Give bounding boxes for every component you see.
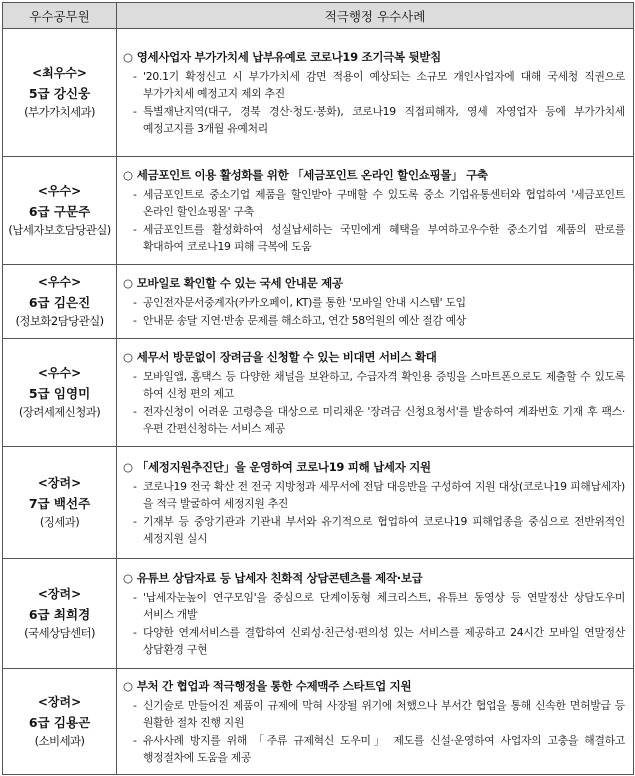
table-row [3, 447, 634, 559]
person-dept: (징세과) [39, 514, 80, 529]
person-cell [3, 339, 117, 447]
list-item: - 모바일앱, 홈택스 등 다양한 채널을 보완하고, 수급자격 확인용 증빙을 스마트폰으로도 제출할 수 있도록 하여 신청 편의 제고 [123, 368, 627, 403]
case-cell [117, 339, 634, 447]
list-item: - 유사사례 방지를 위해 「주류 규제혁신 도우미」 제도를 신설·운영하여 사업자의 고충을 해결하고 행정절차에 도움을 제공 [123, 732, 627, 767]
person-cell [3, 559, 117, 669]
person-name: 5급 임영미 [28, 386, 91, 401]
person-cell [3, 29, 117, 157]
list-item: - 특별재난지역(대구, 경북 경산·청도·봉화), 코로나19 직접피해자, 영세 자영업자 등에 부가가치세 예정고지를 3개월 유예처리 [123, 103, 627, 138]
case-title: ○ 세무서 방문없이 장려금을 신청할 수 있는 비대면 서비스 확대 [123, 349, 437, 364]
person-dept: (부가가치세과) [24, 104, 95, 119]
case-bullets [123, 697, 627, 766]
person-cell [3, 157, 117, 265]
award-grade: <장려> [37, 587, 82, 601]
header-row [3, 3, 634, 29]
award-grade: <우수> [37, 184, 82, 198]
case-bullets [123, 294, 627, 329]
circle-bullet-icon: ○ [123, 276, 133, 291]
list-item: - 다양한 연계서비스를 결합하여 신뢰성·친근성·편의성 있는 서비스를 제공하고 24시간 모바일 연말정산 상담환경 구현 [123, 624, 627, 659]
case-cell [117, 29, 634, 157]
person-dept: (납세자보호담당관실) [8, 222, 111, 237]
list-item: - 전자신청이 어려운 고령층을 대상으로 미리채운 '장려금 신청요청서'를 발송하여 계좌번호 기재 후 팩스·우편 간편신청하는 서비스 제공 [123, 403, 627, 438]
list-item: - 신기술로 만들어진 제품이 규제에 막혀 사장될 위기에 처했으나 부서간 협업을 통해 신속한 면허발급 등 원활한 절차 진행 지원 [123, 697, 627, 732]
award-grade: <우수> [37, 275, 82, 289]
header-case: 적극행정 우수사례 [117, 3, 634, 29]
person-name: 6급 김용곤 [28, 715, 91, 730]
award-grade: <장려> [37, 695, 82, 709]
case-cell [117, 265, 634, 339]
case-bullets [123, 368, 627, 437]
circle-bullet-icon: ○ [123, 570, 133, 585]
list-item: - '납세자눈높이 연구모임'을 중심으로 단계이동형 체크리스트, 유튜브 동영상 등 연말정산 상담도우미 서비스 개발 [123, 589, 627, 624]
person-dept: (장려세제신청과) [18, 404, 101, 419]
person-name: 7급 백선주 [28, 496, 91, 511]
list-item: - '20.1기 확정신고 시 부가가치세 감면 적용이 예상되는 소규모 개인사업자에 대해 국세청 직권으로 부가가치세 예정고지 제외 추진 [123, 68, 627, 103]
table-row [3, 339, 634, 447]
list-item: - 세금포인트로 중소기업 제품을 할인받아 구매할 수 있도록 중소 기업유통센터와 협업하여 '세금포인트 온라인 할인쇼핑몰' 구축 [123, 186, 627, 221]
case-title: ○ 세금포인트 이용 활성화를 위한 「세금포인트 온라인 할인쇼핑몰」 구축 [123, 167, 488, 182]
case-cell [117, 559, 634, 669]
person-name: 6급 구문주 [28, 204, 91, 219]
case-title: ○ 「세정지원추진단」을 운영하여 코로나19 피해 납세자 지원 [123, 459, 431, 474]
person-name: 6급 김은진 [28, 295, 91, 310]
table-row [3, 157, 634, 265]
circle-bullet-icon: ○ [123, 49, 133, 64]
case-bullets [123, 589, 627, 658]
list-item: - 안내문 송달 지연·반송 문제를 해소하고, 연간 58억원의 예산 절감 예상 [123, 312, 627, 329]
award-grade: <우수> [37, 366, 82, 380]
list-item: - 세금포인트를 활성화하여 성실납세하는 국민에게 혜택을 부여하고우수한 중소기업 제품의 판로를 확대하여 코로나19 피해 극복에 도움 [123, 221, 627, 256]
circle-bullet-icon: ○ [123, 459, 133, 474]
person-cell [3, 265, 117, 339]
person-name: 5급 강신웅 [28, 86, 91, 101]
case-title: ○ 부처 간 협업과 적극행정을 통한 수제맥주 스타트업 지원 [123, 678, 412, 693]
case-title: ○ 영세사업자 부가가치세 납부유예로 코로나19 조기극복 뒷받침 [123, 49, 441, 64]
person-dept: (정보화2담당관실) [15, 313, 104, 328]
case-title: ○ 모바일로 확인할 수 있는 국세 안내문 제공 [123, 276, 343, 291]
person-cell [3, 669, 117, 775]
table-row [3, 29, 634, 157]
circle-bullet-icon: ○ [123, 678, 133, 693]
person-dept: (국세상담센터) [24, 625, 95, 640]
circle-bullet-icon: ○ [123, 349, 133, 364]
list-item: - 코로나19 전국 확산 전 전국 지방청과 세무서에 전담 대응반을 구성하여 지원 대상(코로나19 피해납세자)을 적극 발굴하여 세정지원 추진 [123, 478, 627, 513]
person-name: 6급 최희경 [28, 607, 91, 622]
person-dept: (소비세과) [34, 733, 85, 748]
case-bullets [123, 478, 627, 547]
list-item: - 공인전자문서중계자(카카오페이, KT)를 통한 '모바일 안내 시스템' 도입 [123, 294, 627, 311]
header-person: 우수공무원 [3, 3, 117, 29]
case-cell [117, 447, 634, 559]
case-cell [117, 669, 634, 775]
case-bullets [123, 68, 627, 137]
circle-bullet-icon: ○ [123, 167, 133, 182]
case-cell [117, 157, 634, 265]
person-cell [3, 447, 117, 559]
table-row [3, 265, 634, 339]
table-row [3, 669, 634, 775]
case-title: ○ 유튜브 상담자료 등 납세자 친화적 상담콘텐츠를 제작·보급 [123, 570, 423, 585]
award-table [2, 2, 634, 775]
award-grade: <장려> [37, 476, 82, 490]
award-grade: <최우수> [32, 66, 87, 80]
list-item: - 기재부 등 중앙기관과 기관내 부서와 유기적으로 협업하여 코로나19 피해업종을 중심으로 전반위적인 세정지원 실시 [123, 513, 627, 548]
case-bullets [123, 186, 627, 255]
table-row [3, 559, 634, 669]
